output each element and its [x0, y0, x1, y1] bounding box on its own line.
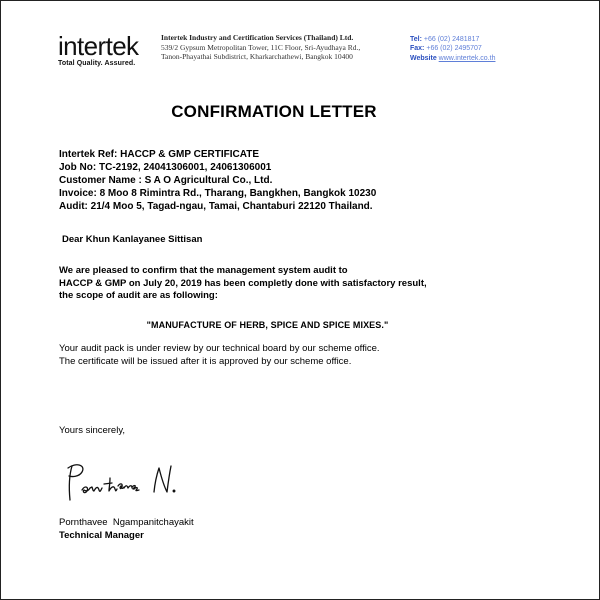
fax-value: +66 (02) 2495707 [426, 45, 482, 53]
logo-tagline: Total Quality. Assured. [58, 60, 136, 67]
website-link[interactable]: www.intertek.co.th [438, 54, 496, 62]
address-line-1: 539/2 Gypsum Metropolitan Tower, 11C Floor, Sri-Ayudhaya Rd., [161, 42, 361, 52]
logo-wordmark: intertek [58, 31, 139, 61]
review-line-1: Your audit pack is under review by our technical board by our scheme office. [59, 343, 380, 354]
audit-scope: "MANUFACTURE OF HERB, SPICE AND SPICE MIXES." [146, 320, 389, 330]
invoice-address: Invoice: 8 Moo 8 Rimintra Rd., Tharang, Bangkhen, Bangkok 10230 [59, 188, 377, 199]
company-name: Intertek Industry and Certification Services (Thailand) Ltd. [161, 33, 354, 42]
address-line-2: Tanon-Phayathai Subdistrict, Kharkarchathewi, Bangkok 10400 [161, 52, 353, 61]
body-line-2: HACCP & GMP on July 20, 2019 has been completly done with satisfactory result, [59, 277, 427, 289]
signer-name: Pornthavee Ngampanitchayakit [59, 517, 194, 528]
body-line-3: the scope of audit are as following: [59, 290, 218, 301]
letter-title: CONFIRMATION LETTER [171, 102, 377, 121]
website-row [410, 54, 580, 63]
intertek-ref: Intertek Ref: HACCP & GMP CERTIFICATE [59, 149, 260, 160]
job-number: Job No: TC-2192, 24041306001, 24061306001 [59, 162, 272, 173]
signer-title: Technical Manager [59, 530, 144, 541]
contact-block [410, 35, 580, 63]
customer-name: Customer Name : S A O Agricultural Co., Ltd. [59, 175, 273, 186]
body-line-1: We are pleased to confirm that the management system audit to [59, 265, 348, 276]
tel-value: +66 (02) 2481817 [423, 36, 480, 43]
salutation: Dear Khun Kanlayanee Sittisan [62, 234, 203, 245]
closing: Yours sincerely, [59, 425, 126, 436]
intertek-logo [58, 33, 138, 67]
reference-block [59, 148, 559, 213]
confirmation-paragraph [59, 265, 559, 303]
fax-label: Fax: [410, 45, 425, 53]
audit-address: Audit: 21/4 Moo 5, Tagad-ngau, Tamai, Chantaburi 22120 Thailand. [59, 201, 373, 212]
website-label: Website [410, 54, 437, 62]
fax-row [410, 44, 580, 53]
company-address-block [161, 33, 401, 62]
tel-row [410, 35, 580, 44]
tel-label: Tel: [410, 36, 422, 43]
review-line-2: The certificate will be issued after it is approved by our scheme office. [59, 355, 352, 367]
review-paragraph [59, 343, 559, 368]
signature [60, 456, 190, 504]
